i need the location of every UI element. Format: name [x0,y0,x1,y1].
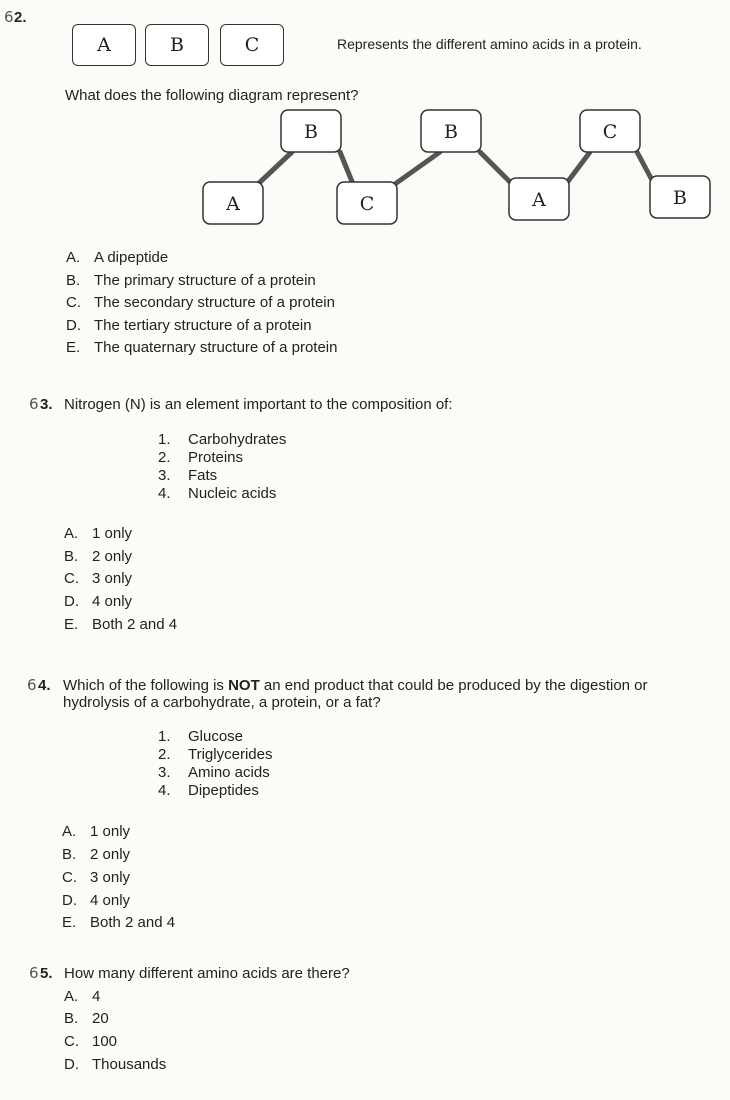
option-text: 3 only [90,869,131,886]
list-text: Nucleic acids [188,485,277,502]
option-letter: C. [66,294,81,311]
peptide-bond-1 [258,152,292,184]
q3-option-d[interactable] [64,593,132,610]
option-letter: D. [62,892,77,909]
option-letter: E. [64,616,79,633]
option-letter: B. [66,272,81,289]
option-text: 2 only [92,548,133,565]
list-number: 2. [158,746,171,763]
option-text: 4 only [90,892,131,909]
chain-label-1: A [226,193,240,215]
option-letter: C. [64,570,79,587]
option-letter: B. [64,1010,79,1027]
list-text: Amino acids [188,764,270,781]
chain-label-5: A [532,189,546,211]
q3-list-item-2 [158,449,243,466]
q4-option-b[interactable] [62,846,130,863]
option-letter: E. [66,339,81,356]
q4-list-item-1 [158,728,243,745]
option-letter: D. [64,593,79,610]
q4-text-emphasis: NOT [228,677,260,694]
option-text: The secondary structure of a protein [94,294,335,311]
option-text: The quaternary structure of a protein [94,339,338,356]
option-text: 100 [92,1033,118,1050]
option-text: 4 [92,988,101,1005]
chain-label-2: B [304,121,318,143]
q4-text-pre: Which of the following is [63,677,229,694]
q2-option-c[interactable] [66,294,335,311]
q3-option-b[interactable] [64,548,132,565]
q2-option-a[interactable] [66,249,168,266]
q5-number: 5. [40,965,53,982]
peptide-bond-5 [566,152,590,184]
q4-option-a[interactable] [62,823,130,840]
chain-label-7: B [673,187,687,209]
q4-option-d[interactable] [62,892,130,909]
q4-text-line2: hydrolysis of a carbohydrate, a protein, or a fat? [63,694,381,711]
peptide-bond-4 [480,152,512,184]
list-number: 1. [158,431,171,448]
q5-option-d[interactable] [64,1056,166,1073]
option-letter: B. [64,548,79,565]
q3-option-c[interactable] [64,570,132,587]
option-text: Thousands [92,1056,167,1073]
legend-box-b: B [145,24,209,66]
peptide-bond-6 [637,152,652,180]
list-number: 3. [158,764,171,781]
option-letter: E. [62,914,77,931]
amino-acid-chain-diagram [0,0,730,240]
q3-list-item-4 [158,485,276,502]
option-letter: B. [62,846,77,863]
q4-option-c[interactable] [62,869,130,886]
q2-number: 2. [14,9,27,26]
option-text: 3 only [92,570,133,587]
q3-text: Nitrogen (N) is an element important to the composition of: [64,396,453,413]
option-text: 2 only [90,846,131,863]
q5-option-c[interactable] [64,1033,117,1050]
option-text: 1 only [92,525,133,542]
list-number: 3. [158,467,171,484]
list-text: Dipeptides [188,782,259,799]
list-text: Glucose [188,728,244,745]
q4-list-item-2 [158,746,272,763]
option-text: Both 2 and 4 [90,914,176,931]
option-text: 1 only [90,823,131,840]
q2-option-e[interactable] [66,339,337,356]
q2-prompt: What does the following diagram represent? [65,87,359,104]
option-letter: A. [62,823,77,840]
option-letter: D. [64,1056,79,1073]
list-text: Triglycerides [188,746,273,763]
option-letter: A. [64,525,79,542]
list-number: 4. [158,782,171,799]
list-number: 4. [158,485,171,502]
q5-grade-mark: 6 [29,964,39,982]
option-letter: A. [66,249,81,266]
chain-label-4: B [444,121,458,143]
chain-label-6: C [602,121,618,143]
q3-list-item-3 [158,467,217,484]
q4-list-item-4 [158,782,259,799]
q2-legend-text: Represents the different amino acids in a protein. [337,36,642,52]
option-text: The primary structure of a protein [94,272,316,289]
list-text: Carbohydrates [188,431,287,448]
peptide-bond-3 [395,152,440,184]
list-text: Fats [188,467,218,484]
q4-text [63,677,648,694]
q3-number: 3. [40,396,53,413]
option-text: 20 [92,1010,109,1027]
list-number: 2. [158,449,171,466]
legend-box-c: C [220,24,284,66]
list-number: 1. [158,728,171,745]
option-text: 4 only [92,593,133,610]
q4-text-post: an end product that could be produced by the digestion or [259,677,648,694]
option-text: The tertiary structure of a protein [94,317,312,334]
legend-box-a: A [72,24,136,66]
q5-option-a[interactable] [64,988,100,1005]
q4-list-item-3 [158,764,270,781]
option-letter: D. [66,317,81,334]
q5-option-b[interactable] [64,1010,109,1027]
option-letter: C. [62,869,77,886]
option-text: A dipeptide [94,249,169,266]
peptide-bond-2 [340,152,353,184]
option-letter: A. [64,988,79,1005]
list-text: Proteins [188,449,244,466]
q3-option-a[interactable] [64,525,132,542]
q4-grade-mark: 6 [27,676,37,694]
q4-number: 4. [38,677,51,694]
q2-grade-mark: 6 [4,8,14,26]
q3-list-item-1 [158,431,286,448]
chain-label-3: C [359,193,375,215]
q2-option-b[interactable] [66,272,316,289]
q2-option-d[interactable] [66,317,312,334]
q4-option-e[interactable] [62,914,175,931]
q3-option-e[interactable] [64,616,177,633]
q5-text: How many different amino acids are there? [64,965,350,982]
option-text: Both 2 and 4 [92,616,178,633]
option-letter: C. [64,1033,79,1050]
q3-grade-mark: 6 [29,395,39,413]
